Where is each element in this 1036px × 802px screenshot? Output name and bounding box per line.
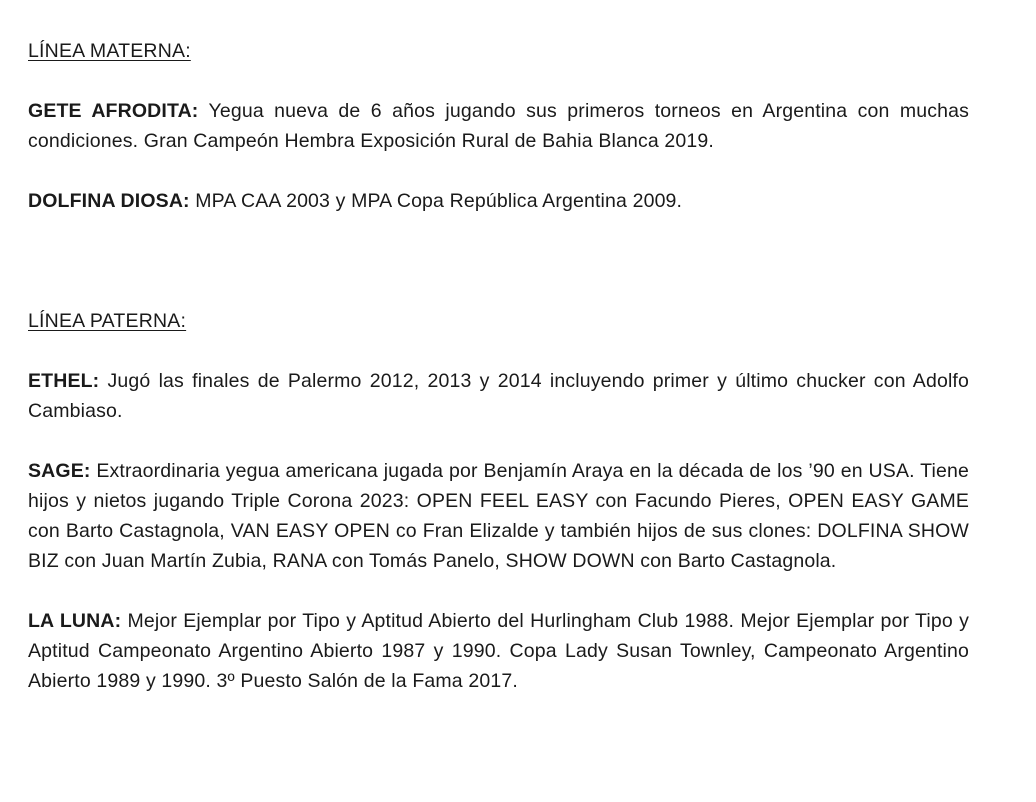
spacer — [28, 336, 969, 366]
pedigree-document — [28, 36, 969, 696]
entry-name: DOLFINA DIOSA: — [28, 190, 190, 212]
entry-name: ETHEL: — [28, 370, 100, 392]
spacer — [28, 156, 969, 186]
entry-text: MPA CAA 2003 y MPA Copa República Argentina 2009. — [195, 190, 683, 212]
entry-ethel — [28, 366, 969, 426]
spacer — [28, 576, 969, 606]
entry-text: Mejor Ejemplar por Tipo y Aptitud Abierto del Hurlingham Club 1988. Mejor Ejemplar por Tipo y Aptitud Campeonato Argentino Abierto 1987 y 1990. Copa Lady Susan Townley, Campeonato Argentino Abierto 1989 y 1990. 3º Puesto Salón de la Fama 2017. — [28, 610, 969, 692]
entry-name: LA LUNA: — [28, 610, 122, 632]
entry-text: Extraordinaria yegua americana jugada por Benjamín Araya en la década de los ’90 en USA. Tiene hijos y nietos jugando Triple Corona 2023: OPEN FEEL EASY con Facundo Pieres, OPEN EASY GAME con Barto Castagnola, VAN EASY OPEN co Fran Elizalde y también hijos de sus clones: DOLFINA SHOW BIZ con Juan Martín Zubia, RANA con Tomás Panelo, SHOW DOWN con Barto Castagnola. — [28, 460, 969, 572]
spacer — [28, 66, 969, 96]
entry-name: SAGE: — [28, 460, 91, 482]
maternal-line-heading: LÍNEA MATERNA: — [28, 40, 191, 62]
paternal-line-heading: LÍNEA PATERNA: — [28, 310, 187, 332]
entry-sage — [28, 456, 969, 576]
entry-text: Yegua nueva de 6 años jugando sus primeros torneos en Argentina con muchas condiciones. Gran Campeón Hembra Exposición Rural de Bahia Blanca 2019. — [28, 100, 970, 152]
entry-name: GETE AFRODITA: — [28, 100, 199, 122]
entry-la-luna — [28, 606, 969, 696]
spacer — [28, 426, 969, 456]
entry-dolfina-diosa — [28, 186, 969, 216]
entry-gete-afrodita — [28, 96, 969, 156]
spacer — [28, 216, 969, 306]
entry-text: Jugó las finales de Palermo 2012, 2013 y 2014 incluyendo primer y último chucker con Adolfo Cambiaso. — [28, 370, 969, 422]
